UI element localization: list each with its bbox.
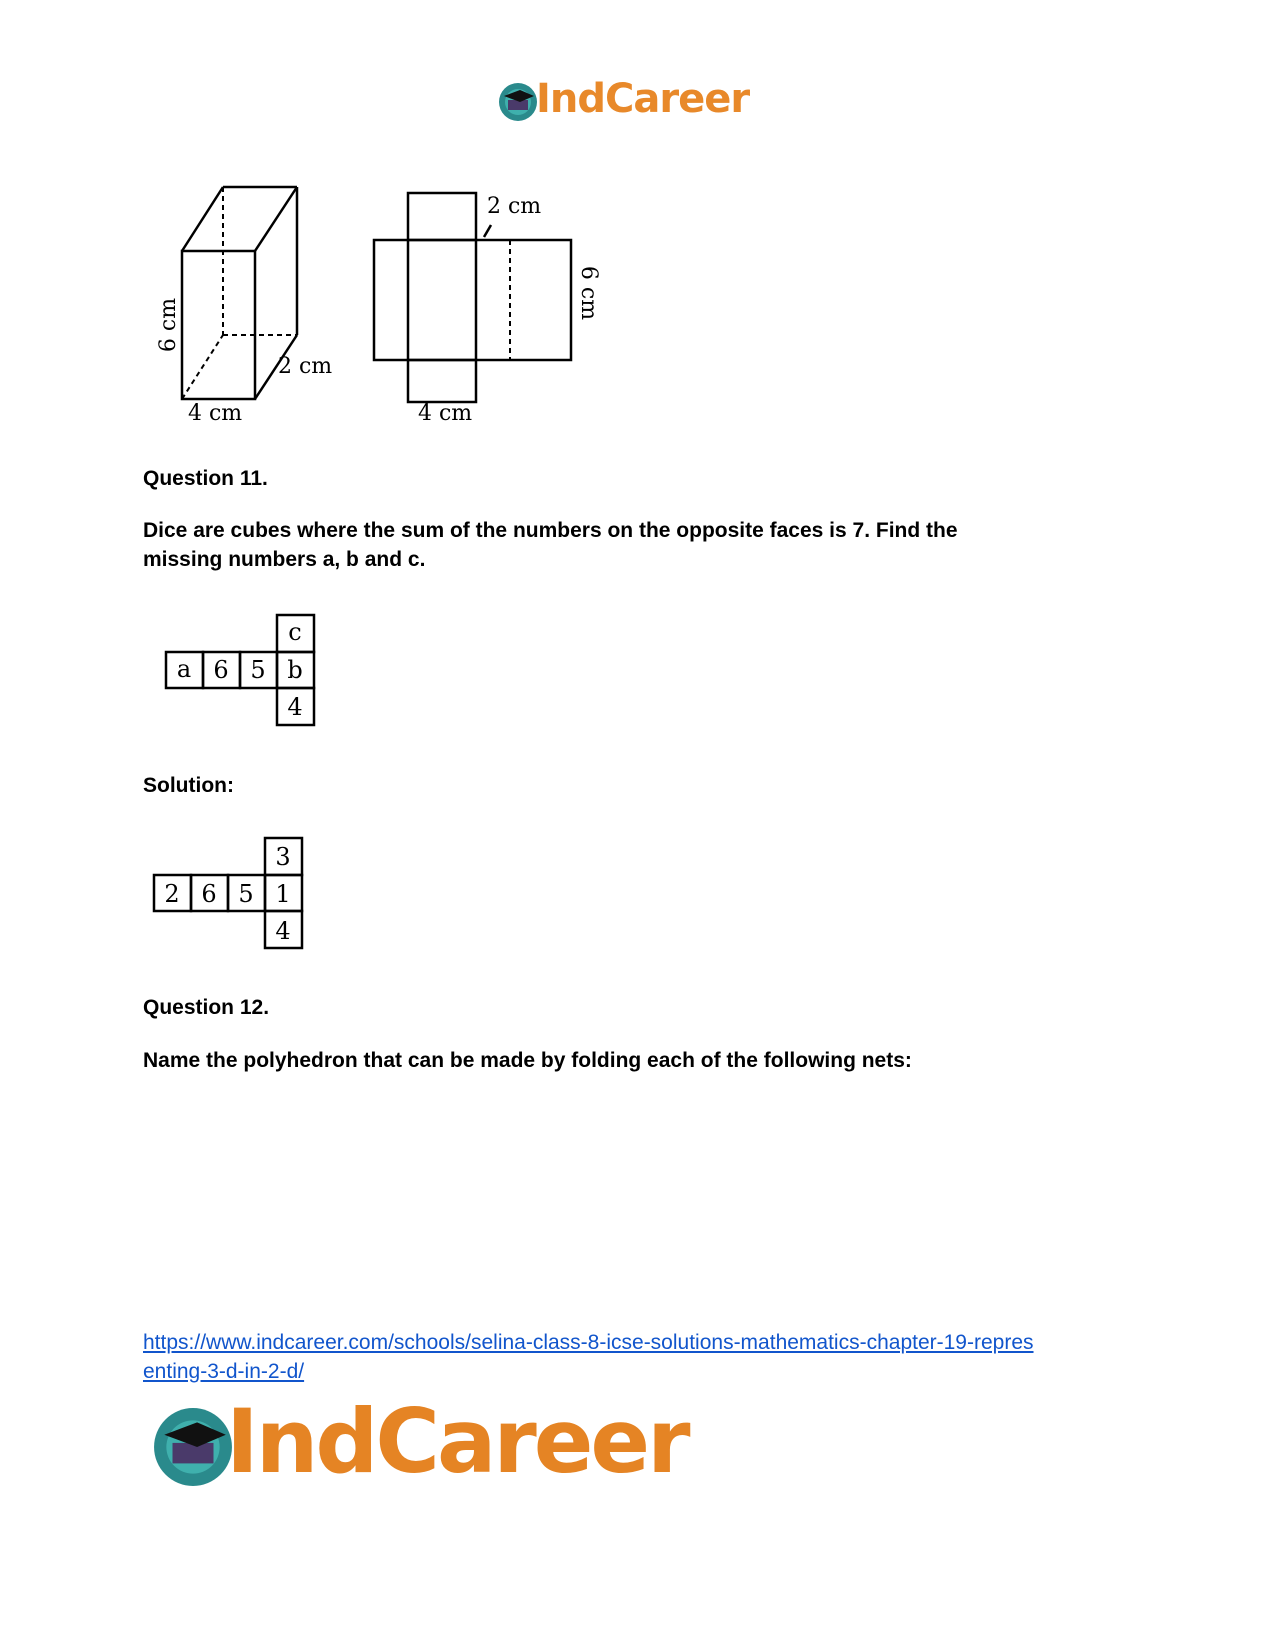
footer-url-line-1[interactable]: https://www.indcareer.com/schools/selina-class-8-icse-solutions-mathematics-chapter-19-repres [143,1331,1034,1354]
solution-label: Solution: [143,774,234,797]
dice-face-c: c [288,618,302,646]
prism-figure [150,175,630,445]
prism-net [374,193,571,402]
footer-logo-globe-icon [152,1406,234,1488]
header-logo [498,78,778,128]
dice-net-solution [151,835,311,955]
prism-height-label: 6 cm [156,297,181,353]
dice-net-question [163,612,323,732]
dice-face-5: 5 [250,656,266,684]
question-11-text-line-2: missing numbers a, b and c. [143,548,426,571]
prism-net-folds [408,240,510,360]
prism-width-label: 4 cm [188,401,243,426]
solution-face-4: 4 [275,917,291,945]
question-11-text-line-1: Dice are cubes where the sum of the numbers on the opposite faces is 7. Find the [143,519,958,542]
prism-depth-label: 2 cm [278,354,333,379]
footer-url-line-2[interactable]: enting-3-d-in-2-d/ [143,1360,305,1383]
question-11-title: Question 11. [143,467,268,490]
dice-face-b: b [287,656,303,684]
dice-face-a: a [176,655,192,683]
net-height-label: 6 cm [576,265,601,321]
solution-face-a: 2 [164,880,180,908]
footer-logo [152,1390,712,1500]
footer-logo-text: IndCareer [226,1390,688,1493]
net-depth-label: 2 cm [487,194,542,219]
dice-face-6: 6 [213,656,229,684]
question-12-text: Name the polyhedron that can be made by folding each of the following nets: [143,1049,912,1072]
logo-globe-icon [498,82,538,122]
solution-face-6: 6 [201,880,217,908]
solution-face-top: 3 [275,843,291,871]
dice-face-4: 4 [287,693,303,721]
solution-face-5: 5 [238,880,254,908]
net-width-label: 4 cm [418,401,473,426]
question-12-title: Question 12. [143,996,270,1019]
header-logo-text: IndCareer [536,76,750,122]
solution-face-b: 1 [275,880,291,908]
